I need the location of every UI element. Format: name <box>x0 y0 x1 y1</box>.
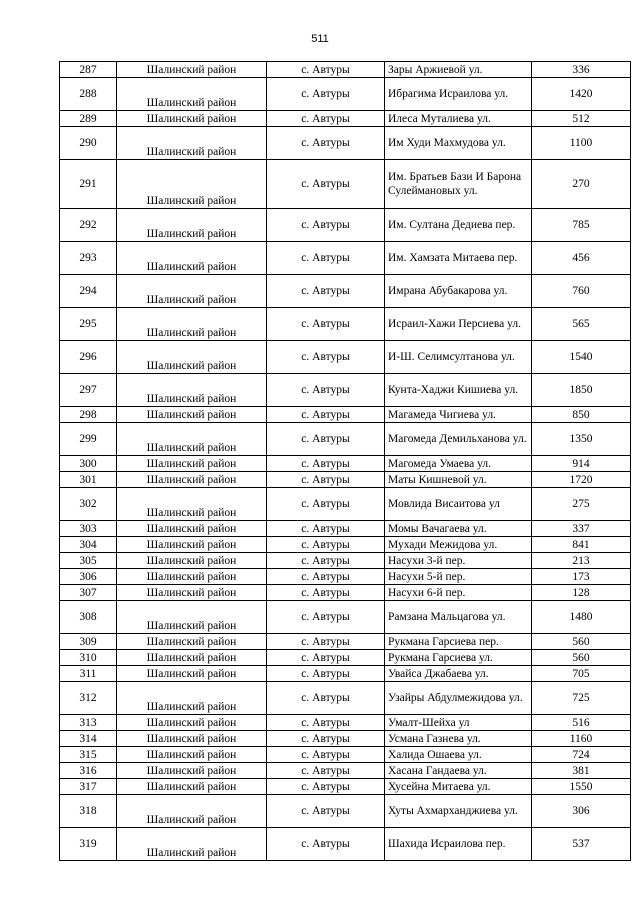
street-cell: Мовлида Висаитова ул <box>385 488 532 521</box>
length-cell: 213 <box>532 553 631 569</box>
district-cell: Шалинский район <box>117 423 267 456</box>
district-cell: Шалинский район <box>117 209 267 242</box>
village-cell: с. Автуры <box>267 828 385 861</box>
district-cell: Шалинский район <box>117 747 267 763</box>
table-row <box>60 111 631 127</box>
length-cell: 306 <box>532 795 631 828</box>
row-number: 287 <box>60 62 117 78</box>
page-number: 511 <box>311 33 329 45</box>
village-cell: с. Автуры <box>267 537 385 553</box>
table-row <box>60 209 631 242</box>
street-cell: Им Худи Махмудова ул. <box>385 127 532 160</box>
length-cell: 785 <box>532 209 631 242</box>
village-cell: с. Автуры <box>267 731 385 747</box>
length-cell: 275 <box>532 488 631 521</box>
length-cell: 537 <box>532 828 631 861</box>
village-cell: с. Автуры <box>267 472 385 488</box>
table-row <box>60 275 631 308</box>
row-number: 310 <box>60 650 117 666</box>
street-cell: Насухи 6-й пер. <box>385 585 532 601</box>
district-cell: Шалинский район <box>117 111 267 127</box>
table-row <box>60 828 631 861</box>
village-cell: с. Автуры <box>267 341 385 374</box>
village-cell: с. Автуры <box>267 111 385 127</box>
village-cell: с. Автуры <box>267 682 385 715</box>
street-cell: И-Ш. Селимсултанова ул. <box>385 341 532 374</box>
district-cell: Шалинский район <box>117 828 267 861</box>
length-cell: 760 <box>532 275 631 308</box>
row-number: 304 <box>60 537 117 553</box>
street-cell: Умалт-Шейха ул <box>385 715 532 731</box>
length-cell: 456 <box>532 242 631 275</box>
street-cell: Момы Вачагаева ул. <box>385 521 532 537</box>
table-row <box>60 407 631 423</box>
district-cell: Шалинский район <box>117 650 267 666</box>
row-number: 290 <box>60 127 117 160</box>
row-number: 293 <box>60 242 117 275</box>
length-cell: 841 <box>532 537 631 553</box>
district-cell: Шалинский район <box>117 160 267 209</box>
street-cell: Исраил-Хажи Персиева ул. <box>385 308 532 341</box>
length-cell: 725 <box>532 682 631 715</box>
row-number: 318 <box>60 795 117 828</box>
length-cell: 560 <box>532 634 631 650</box>
row-number: 309 <box>60 634 117 650</box>
table-row <box>60 160 631 209</box>
table-row <box>60 795 631 828</box>
district-cell: Шалинский район <box>117 521 267 537</box>
row-number: 300 <box>60 456 117 472</box>
street-cell: Хасана Гандаева ул. <box>385 763 532 779</box>
village-cell: с. Автуры <box>267 585 385 601</box>
street-cell: Хусейна Митаева ул. <box>385 779 532 795</box>
length-cell: 565 <box>532 308 631 341</box>
street-cell: Ибрагима Исраилова ул. <box>385 78 532 111</box>
district-cell: Шалинский район <box>117 341 267 374</box>
table-row <box>60 521 631 537</box>
village-cell: с. Автуры <box>267 763 385 779</box>
table-row <box>60 650 631 666</box>
street-cell: Рамзана Мальцагова ул. <box>385 601 532 634</box>
table-row <box>60 569 631 585</box>
village-cell: с. Автуры <box>267 779 385 795</box>
length-cell: 512 <box>532 111 631 127</box>
table-row <box>60 488 631 521</box>
row-number: 303 <box>60 521 117 537</box>
table-row <box>60 472 631 488</box>
district-cell: Шалинский район <box>117 731 267 747</box>
district-cell: Шалинский район <box>117 456 267 472</box>
table-row <box>60 747 631 763</box>
table-row <box>60 731 631 747</box>
street-cell: Увайса Джабаева ул. <box>385 666 532 682</box>
district-cell: Шалинский район <box>117 472 267 488</box>
village-cell: с. Автуры <box>267 601 385 634</box>
street-cell: Магомеда Демильханова ул. <box>385 423 532 456</box>
village-cell: с. Автуры <box>267 553 385 569</box>
village-cell: с. Автуры <box>267 62 385 78</box>
district-cell: Шалинский район <box>117 569 267 585</box>
table-row <box>60 127 631 160</box>
district-cell: Шалинский район <box>117 488 267 521</box>
length-cell: 173 <box>532 569 631 585</box>
length-cell: 1720 <box>532 472 631 488</box>
length-cell: 705 <box>532 666 631 682</box>
street-cell: Насухи 5-й пер. <box>385 569 532 585</box>
street-cell: Магомеда Умаева ул. <box>385 456 532 472</box>
district-cell: Шалинский район <box>117 553 267 569</box>
row-number: 312 <box>60 682 117 715</box>
table-row <box>60 553 631 569</box>
village-cell: с. Автуры <box>267 666 385 682</box>
village-cell: с. Автуры <box>267 308 385 341</box>
row-number: 295 <box>60 308 117 341</box>
table-row <box>60 78 631 111</box>
length-cell: 1540 <box>532 341 631 374</box>
street-cell: Халида Ошаева ул. <box>385 747 532 763</box>
length-cell: 1550 <box>532 779 631 795</box>
row-number: 316 <box>60 763 117 779</box>
district-cell: Шалинский район <box>117 242 267 275</box>
street-cell: Маты Кишневой ул. <box>385 472 532 488</box>
district-cell: Шалинский район <box>117 634 267 650</box>
district-cell: Шалинский район <box>117 795 267 828</box>
street-cell: Имрана Абубакарова ул. <box>385 275 532 308</box>
row-number: 314 <box>60 731 117 747</box>
length-cell: 850 <box>532 407 631 423</box>
village-cell: с. Автуры <box>267 715 385 731</box>
village-cell: с. Автуры <box>267 747 385 763</box>
street-cell: Илеса Муталиева ул. <box>385 111 532 127</box>
district-cell: Шалинский район <box>117 537 267 553</box>
row-number: 308 <box>60 601 117 634</box>
village-cell: с. Автуры <box>267 242 385 275</box>
table-row <box>60 585 631 601</box>
row-number: 307 <box>60 585 117 601</box>
street-cell: Узайры Абдулмежидова ул. <box>385 682 532 715</box>
length-cell: 516 <box>532 715 631 731</box>
row-number: 306 <box>60 569 117 585</box>
district-cell: Шалинский район <box>117 407 267 423</box>
row-number: 297 <box>60 374 117 407</box>
village-cell: с. Автуры <box>267 407 385 423</box>
table-row <box>60 242 631 275</box>
street-cell: Шахида Исраилова пер. <box>385 828 532 861</box>
table-row <box>60 601 631 634</box>
length-cell: 337 <box>532 521 631 537</box>
street-cell: Усмана Газнева ул. <box>385 731 532 747</box>
length-cell: 1350 <box>532 423 631 456</box>
table-row <box>60 634 631 650</box>
district-cell: Шалинский район <box>117 275 267 308</box>
length-cell: 1100 <box>532 127 631 160</box>
table-row <box>60 308 631 341</box>
row-number: 301 <box>60 472 117 488</box>
village-cell: с. Автуры <box>267 488 385 521</box>
street-cell: Магамеда Чигиева ул. <box>385 407 532 423</box>
street-cell: Хуты Ахмарханджиева ул. <box>385 795 532 828</box>
village-cell: с. Автуры <box>267 209 385 242</box>
length-cell: 1160 <box>532 731 631 747</box>
village-cell: с. Автуры <box>267 456 385 472</box>
table-row <box>60 779 631 795</box>
length-cell: 270 <box>532 160 631 209</box>
district-cell: Шалинский район <box>117 715 267 731</box>
table-row <box>60 374 631 407</box>
street-cell: Рукмана Гарсиева ул. <box>385 650 532 666</box>
row-number: 319 <box>60 828 117 861</box>
row-number: 299 <box>60 423 117 456</box>
row-number: 291 <box>60 160 117 209</box>
row-number: 302 <box>60 488 117 521</box>
street-cell: Рукмана Гарсиева пер. <box>385 634 532 650</box>
district-cell: Шалинский район <box>117 78 267 111</box>
district-cell: Шалинский район <box>117 127 267 160</box>
length-cell: 1480 <box>532 601 631 634</box>
row-number: 311 <box>60 666 117 682</box>
length-cell: 560 <box>532 650 631 666</box>
length-cell: 1850 <box>532 374 631 407</box>
district-cell: Шалинский район <box>117 779 267 795</box>
village-cell: с. Автуры <box>267 521 385 537</box>
district-cell: Шалинский район <box>117 374 267 407</box>
row-number: 315 <box>60 747 117 763</box>
length-cell: 914 <box>532 456 631 472</box>
street-cell: Мухади Межидова ул. <box>385 537 532 553</box>
street-cell: Им. Хамзата Митаева пер. <box>385 242 532 275</box>
length-cell: 128 <box>532 585 631 601</box>
row-number: 305 <box>60 553 117 569</box>
table-row <box>60 537 631 553</box>
row-number: 289 <box>60 111 117 127</box>
streets-table <box>59 61 631 861</box>
district-cell: Шалинский район <box>117 666 267 682</box>
row-number: 292 <box>60 209 117 242</box>
district-cell: Шалинский район <box>117 682 267 715</box>
length-cell: 1420 <box>532 78 631 111</box>
village-cell: с. Автуры <box>267 78 385 111</box>
table-row <box>60 763 631 779</box>
table-row <box>60 666 631 682</box>
row-number: 296 <box>60 341 117 374</box>
district-cell: Шалинский район <box>117 585 267 601</box>
district-cell: Шалинский район <box>117 62 267 78</box>
district-cell: Шалинский район <box>117 601 267 634</box>
row-number: 317 <box>60 779 117 795</box>
district-cell: Шалинский район <box>117 308 267 341</box>
table-row <box>60 62 631 78</box>
village-cell: с. Автуры <box>267 650 385 666</box>
street-cell: Им. Султана Дедиева пер. <box>385 209 532 242</box>
table-row <box>60 682 631 715</box>
village-cell: с. Автуры <box>267 160 385 209</box>
row-number: 313 <box>60 715 117 731</box>
row-number: 294 <box>60 275 117 308</box>
district-cell: Шалинский район <box>117 763 267 779</box>
row-number: 288 <box>60 78 117 111</box>
village-cell: с. Автуры <box>267 275 385 308</box>
street-cell: Насухи 3-й пер. <box>385 553 532 569</box>
village-cell: с. Автуры <box>267 634 385 650</box>
length-cell: 381 <box>532 763 631 779</box>
table-row <box>60 456 631 472</box>
length-cell: 724 <box>532 747 631 763</box>
row-number: 298 <box>60 407 117 423</box>
street-cell: Зары Аржиевой ул. <box>385 62 532 78</box>
table-row <box>60 715 631 731</box>
village-cell: с. Автуры <box>267 127 385 160</box>
table-row <box>60 341 631 374</box>
street-cell: Кунта-Хаджи Кишиева ул. <box>385 374 532 407</box>
village-cell: с. Автуры <box>267 423 385 456</box>
length-cell: 336 <box>532 62 631 78</box>
village-cell: с. Автуры <box>267 569 385 585</box>
street-cell: Им. Братьев Бази И Барона Сулеймановых ул. <box>385 160 532 209</box>
village-cell: с. Автуры <box>267 374 385 407</box>
table-row <box>60 423 631 456</box>
village-cell: с. Автуры <box>267 795 385 828</box>
